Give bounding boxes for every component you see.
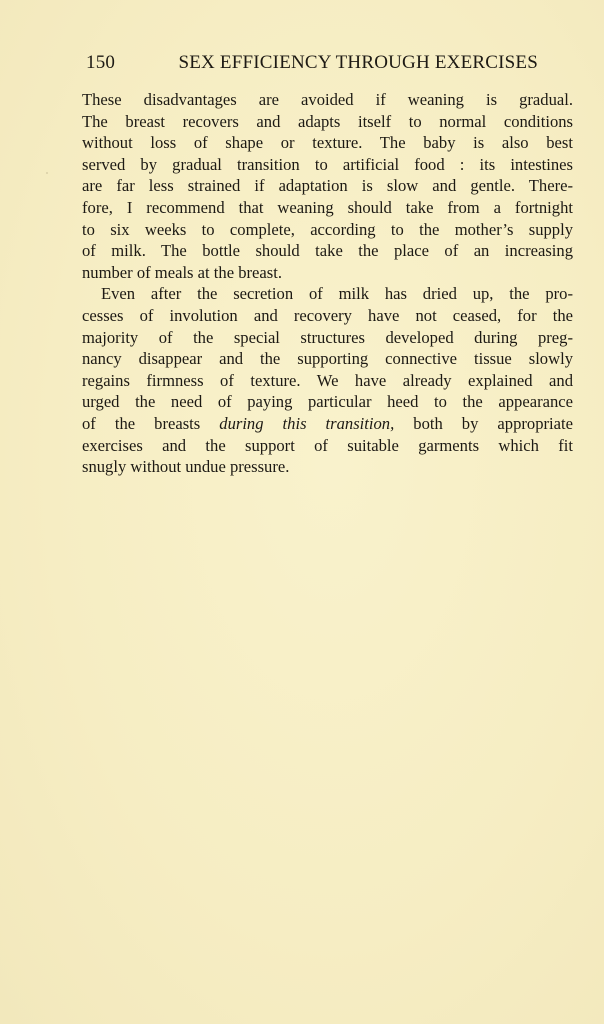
text-line: exercises and the support of suitable garments which fit xyxy=(82,435,573,455)
page-number: 150 xyxy=(86,52,116,73)
text-line: served by gradual transition to artificial food : its intestines xyxy=(82,154,573,174)
text-line: majority of the special structures developed during preg- xyxy=(82,327,573,347)
text-line: urged the need of paying particular heed to the appearance xyxy=(82,392,573,412)
text-segment: both by appropriate xyxy=(413,413,573,433)
text-line: cesses of involution and recovery have not ceased, for the xyxy=(82,305,573,325)
paper-speck xyxy=(46,172,48,174)
paragraph-2 xyxy=(82,283,573,477)
emphasized-phrase: during this transition, xyxy=(219,413,395,433)
text-line-with-emphasis xyxy=(82,413,573,435)
running-head-title: SEX EFFICIENCY THROUGH EXERCISES xyxy=(178,52,538,73)
text-line: snugly without undue pressure. xyxy=(82,457,290,477)
text-line: of milk. The bottle should take the place of an increasing xyxy=(82,241,573,261)
text-line: to six weeks to complete, according to the mother’s supply xyxy=(82,219,573,239)
text-line: These disadvantages are avoided if weaning is gradual. xyxy=(82,90,573,109)
text-line: Even after the secretion of milk has dried up, the pro- xyxy=(101,284,573,304)
text-line: fore, I recommend that weaning should take from a fortnight xyxy=(82,197,573,217)
text-line: number of meals at the breast. xyxy=(82,262,282,282)
text-line: without loss of shape or texture. The baby is also best xyxy=(82,133,573,153)
text-line: nancy disappear and the supporting connective tissue slowly xyxy=(82,349,573,369)
text-line: regains firmness of texture. We have already explained and xyxy=(82,370,573,390)
paragraph-1 xyxy=(82,89,573,283)
body-text xyxy=(82,89,573,478)
running-head xyxy=(86,52,538,78)
text-line: are far less strained if adaptation is slow and gentle. There- xyxy=(82,176,573,196)
text-segment: of the breasts xyxy=(82,413,201,433)
text-line: The breast recovers and adapts itself to normal conditions xyxy=(82,111,573,131)
